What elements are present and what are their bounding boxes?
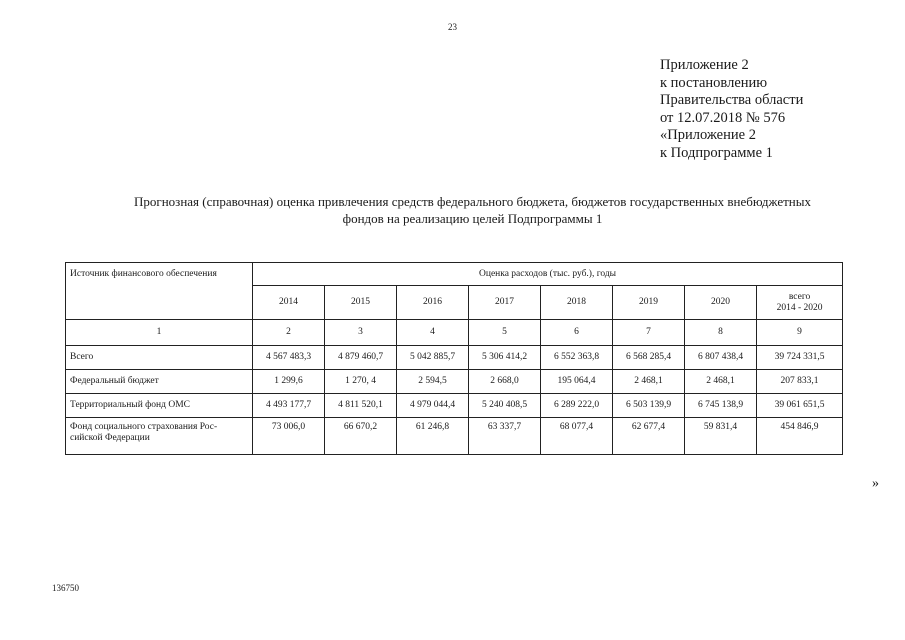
index-cell: 9 <box>757 320 843 346</box>
index-cell: 1 <box>66 320 253 346</box>
table-row <box>66 346 843 370</box>
source-line-2: сийской Федерации <box>70 433 150 443</box>
index-row <box>66 320 843 346</box>
value-cell: 61 246,8 <box>397 418 469 455</box>
value-cell: 63 337,7 <box>469 418 541 455</box>
source-header: Источник финансового обеспечения <box>66 263 253 320</box>
total-cell: 454 846,9 <box>757 418 843 455</box>
appendix-line: к постановлению <box>660 74 768 91</box>
title-line-1: Прогнозная (справочная) оценка привлечения средств федерального бюджета, бюджетов государственных внебюджетных <box>134 194 811 209</box>
value-cell: 6 807 438,4 <box>685 346 757 370</box>
header-row <box>66 263 843 286</box>
source-cell: Территориальный фонд ОМС <box>66 394 253 418</box>
value-cell: 2 594,5 <box>397 370 469 394</box>
appendix-line: от 12.07.2018 № 576 <box>660 109 786 126</box>
appendix-line: Правительства области <box>660 92 804 108</box>
value-cell: 6 552 363,8 <box>541 346 613 370</box>
value-cell: 68 077,4 <box>541 418 613 455</box>
value-cell: 1 299,6 <box>253 370 325 394</box>
budget-table <box>65 262 843 455</box>
value-cell: 6 745 138,9 <box>685 394 757 418</box>
page-number: 23 <box>448 22 457 32</box>
year-header: 2020 <box>685 286 757 320</box>
value-cell: 4 493 177,7 <box>253 394 325 418</box>
value-cell: 4 979 044,4 <box>397 394 469 418</box>
title-line-2: фондов на реализацию целей Подпрограммы 1 <box>342 211 603 226</box>
year-header: 2019 <box>613 286 685 320</box>
index-cell: 6 <box>541 320 613 346</box>
appendix-line: «Приложение 2 <box>660 127 756 143</box>
total-header-line1: всего <box>788 291 811 302</box>
appendix-line: к Подпрограмме 1 <box>660 144 773 161</box>
document-title <box>60 193 885 227</box>
total-header <box>757 286 843 320</box>
value-cell: 2 468,1 <box>613 370 685 394</box>
year-header: 2017 <box>469 286 541 320</box>
value-cell: 4 811 520,1 <box>325 394 397 418</box>
value-cell: 6 503 139,9 <box>613 394 685 418</box>
document-id: 136750 <box>52 583 79 593</box>
source-cell <box>66 418 253 455</box>
total-cell: 39 061 651,5 <box>757 394 843 418</box>
index-cell: 2 <box>253 320 325 346</box>
value-cell: 2 468,1 <box>685 370 757 394</box>
value-cell: 2 668,0 <box>469 370 541 394</box>
source-cell: Федеральный бюджет <box>66 370 253 394</box>
appendix-reference <box>660 57 803 162</box>
total-header-line2: 2014 - 2020 <box>776 302 823 313</box>
index-cell: 8 <box>685 320 757 346</box>
value-cell: 59 831,4 <box>685 418 757 455</box>
table-row <box>66 370 843 394</box>
index-cell: 5 <box>469 320 541 346</box>
total-cell: 39 724 331,5 <box>757 346 843 370</box>
value-cell: 6 568 285,4 <box>613 346 685 370</box>
source-cell: Всего <box>66 346 253 370</box>
year-header: 2014 <box>253 286 325 320</box>
closing-quote: » <box>872 476 879 491</box>
year-header: 2015 <box>325 286 397 320</box>
value-cell: 62 677,4 <box>613 418 685 455</box>
value-cell: 5 240 408,5 <box>469 394 541 418</box>
value-cell: 4 567 483,3 <box>253 346 325 370</box>
index-cell: 4 <box>397 320 469 346</box>
source-line-1: Фонд социального страхования Рос- <box>70 422 218 432</box>
index-cell: 3 <box>325 320 397 346</box>
appendix-line: Приложение 2 <box>660 57 749 73</box>
value-cell: 66 670,2 <box>325 418 397 455</box>
year-header: 2018 <box>541 286 613 320</box>
table-row <box>66 394 843 418</box>
value-cell: 73 006,0 <box>253 418 325 455</box>
year-header: 2016 <box>397 286 469 320</box>
value-cell: 195 064,4 <box>541 370 613 394</box>
value-cell: 4 879 460,7 <box>325 346 397 370</box>
value-cell: 6 289 222,0 <box>541 394 613 418</box>
total-cell: 207 833,1 <box>757 370 843 394</box>
index-cell: 7 <box>613 320 685 346</box>
table-row <box>66 418 843 455</box>
value-cell: 5 306 414,2 <box>469 346 541 370</box>
value-cell: 5 042 885,7 <box>397 346 469 370</box>
cost-header: Оценка расходов (тыс. руб.), годы <box>253 263 843 286</box>
value-cell: 1 270, 4 <box>325 370 397 394</box>
